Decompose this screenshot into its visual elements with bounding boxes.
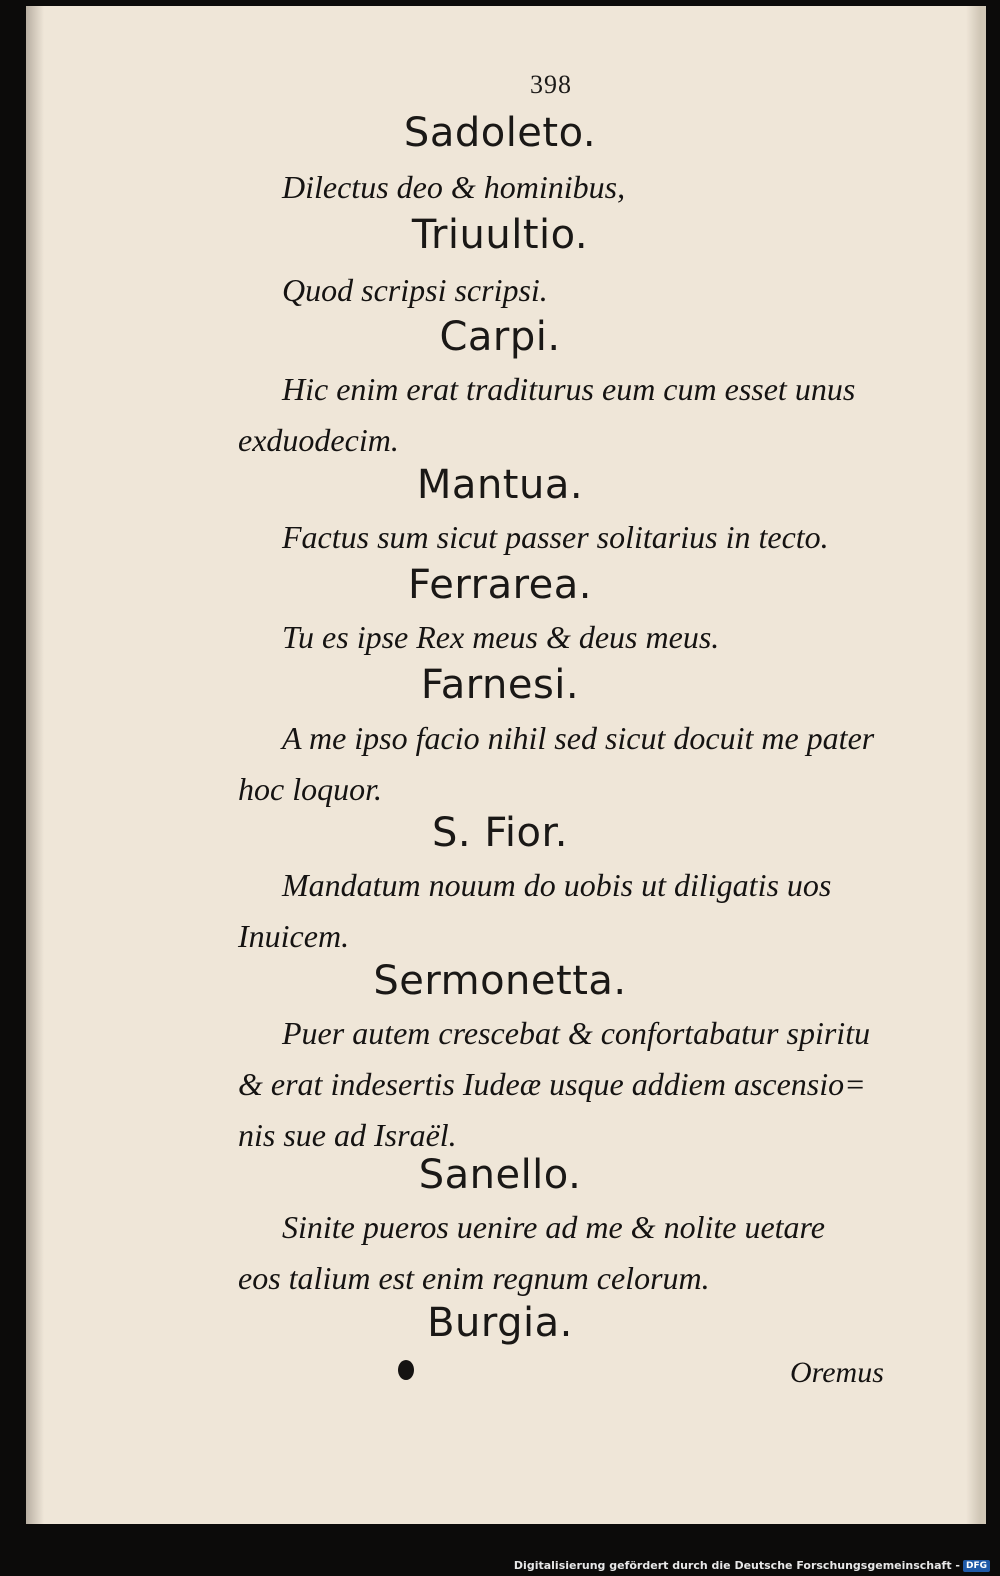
verse [238, 713, 918, 815]
verse [238, 364, 918, 466]
verse-line: Factus sum sicut passer solitarius in tecto. [282, 519, 829, 555]
verse-line: Hic enim erat traditurus eum cum esset unus [282, 371, 856, 407]
section-heading: Sadoleto. [403, 110, 597, 156]
verse-line: Mandatum nouum do uobis ut diligatis uos [282, 867, 832, 903]
verse [238, 1008, 918, 1161]
ink-dot [398, 1360, 414, 1380]
verse-line: Puer autem crescebat & confortabatur spiritu [282, 1015, 871, 1051]
verse [238, 1202, 918, 1304]
verse-line: hoc loquor. [238, 771, 382, 807]
section-heading: Mantua. [416, 462, 584, 508]
section-heading: Triuultio. [411, 212, 589, 258]
verse-line: Sinite pueros uenire ad me & nolite uetare [282, 1209, 825, 1245]
section-heading: Sermonetta. [373, 958, 627, 1004]
verse-line: eos talium est enim regnum celorum. [238, 1260, 710, 1296]
footer-credit [514, 1559, 990, 1572]
section-heading: Farnesi. [420, 662, 580, 708]
verse [282, 612, 918, 663]
verse [282, 265, 918, 316]
verse-line: Dilectus deo & hominibus, [282, 169, 626, 205]
verse-line: nis sue ad Israël. [238, 1117, 457, 1153]
verse [282, 162, 918, 213]
section-heading: Sanello. [418, 1152, 582, 1198]
section-heading: Ferrarea. [407, 562, 593, 608]
dfg-logo: DFG [963, 1560, 990, 1572]
verse-line: Inuicem. [238, 918, 350, 954]
section-heading: Burgia. [427, 1300, 573, 1346]
verse-line: Tu es ipse Rex meus & deus meus. [282, 619, 720, 655]
catchword: Oremus [790, 1356, 884, 1389]
footer-text: Digitalisierung gefördert durch die Deutsche Forschungsgemeinschaft - [513, 1559, 960, 1572]
verse [282, 512, 918, 563]
section-heading: S. Fior. [432, 810, 568, 856]
verse [238, 860, 918, 962]
verse-line: & erat indesertis Iudeæ usque addiem ascensio= [238, 1066, 866, 1102]
verse-line: A me ipso facio nihil sed sicut docuit me pater [282, 720, 875, 756]
section-heading: Carpi. [439, 314, 561, 360]
page-number: 398 [530, 70, 572, 99]
verse-line: Quod scripsi scripsi. [282, 272, 548, 308]
verse-line: exduodecim. [238, 422, 399, 458]
